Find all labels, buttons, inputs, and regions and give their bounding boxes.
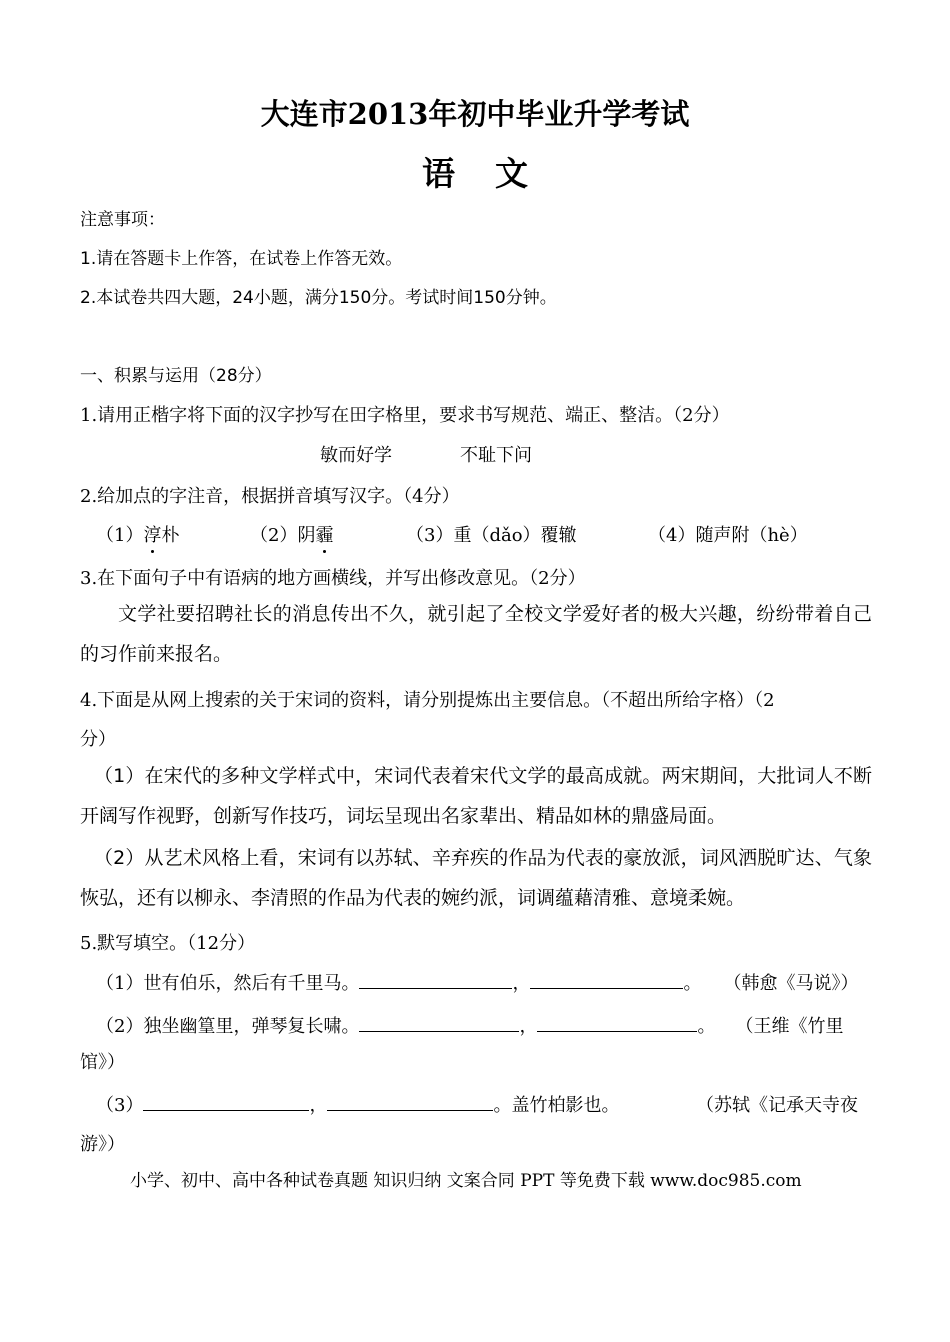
answer-blank[interactable]: [537, 1013, 697, 1032]
subject-title: [0, 148, 950, 195]
q5-item-3-source-cont: 游》）: [80, 1134, 125, 1155]
q2-item-4: （4）随声附（hè）: [648, 525, 808, 546]
answer-blank[interactable]: [359, 970, 512, 989]
q4-stem-line-1: 4.下面是从网上搜索的关于宋词的资料，请分别提炼出主要信息。（不超出所给字格）（2: [80, 690, 775, 711]
exam-title: 大连市2013年初中毕业升学考试: [260, 97, 690, 131]
q2-item-3: （3）重（dǎo）覆辙: [406, 525, 577, 546]
q2-item-1: （1）淳朴: [96, 521, 179, 547]
dotted-char: 淳: [143, 521, 161, 547]
answer-blank[interactable]: [530, 970, 683, 989]
notes-item-1: 1.请在答题卡上作答，在试卷上作答无效。: [80, 249, 403, 269]
q4-paragraph-1: （1）在宋代的多种文学样式中，宋词代表着宋代文学的最高成就。两宋期间，大批词人不断开阔写作视野，创新写作技巧，词坛呈现出名家辈出、精品如林的鼎盛局面。: [80, 765, 872, 827]
notes-item-2: 2.本试卷共四大题，24小题，满分150分。考试时间150分钟。: [80, 288, 557, 308]
q5-stem: 5.默写填空。（12分）: [80, 933, 256, 954]
notes-heading: 注意事项：: [80, 210, 165, 230]
q5-item-1: （1）世有伯乐，然后有千里马。 ， 。 （韩愈《马说》）: [96, 969, 858, 995]
q5-item-3-source: （苏轼《记承天寺夜: [696, 1095, 858, 1116]
q2-item-2: （2）阴霾: [250, 521, 333, 547]
dotted-char: 霾: [315, 521, 333, 547]
q1-stem: 1.请用正楷字将下面的汉字抄写在田字格里，要求书写规范、端正、整洁。（2分）: [80, 405, 730, 426]
q1-phrase-1: 敏而好学: [320, 445, 392, 466]
subject-char-2: 文: [495, 154, 528, 193]
answer-blank[interactable]: [143, 1092, 309, 1111]
q5-item-2: （2）独坐幽篁里，弹琴复长啸。 ， 。 （王维《竹里: [96, 1012, 843, 1038]
q5-item-3: （3） ， 。盖竹柏影也。: [96, 1091, 619, 1117]
q5-item-2-source-cont: 馆》）: [80, 1052, 125, 1073]
footer-text: 小学、初中、高中各种试卷真题 知识归纳 文案合同 PPT 等免费下载 www.doc985.com: [130, 1171, 802, 1191]
q4-stem-line-2: 分）: [80, 729, 116, 750]
q3-stem: 3.在下面句子中有语病的地方画横线，并写出修改意见。（2分）: [80, 568, 586, 589]
q1-phrase-2: 不耻下问: [460, 445, 532, 466]
q3-sentence: 文学社要招聘社长的消息传出不久，就引起了全校文学爱好者的极大兴趣，纷纷带着自己的习作前来报名。: [80, 603, 872, 665]
subject-char-1: 语: [422, 154, 455, 193]
q2-stem: 2.给加点的字注音，根据拼音填写汉字。（4分）: [80, 486, 460, 507]
answer-blank[interactable]: [359, 1013, 519, 1032]
q4-paragraph-2: （2）从艺术风格上看，宋词有以苏轼、辛弃疾的作品为代表的豪放派，词风洒脱旷达、气象恢弘，还有以柳永、李清照的作品为代表的婉约派，词调蕴藉清雅、意境柔婉。: [80, 847, 872, 909]
section-1-heading: 一、积累与运用（28分）: [80, 366, 272, 386]
answer-blank[interactable]: [327, 1092, 493, 1111]
